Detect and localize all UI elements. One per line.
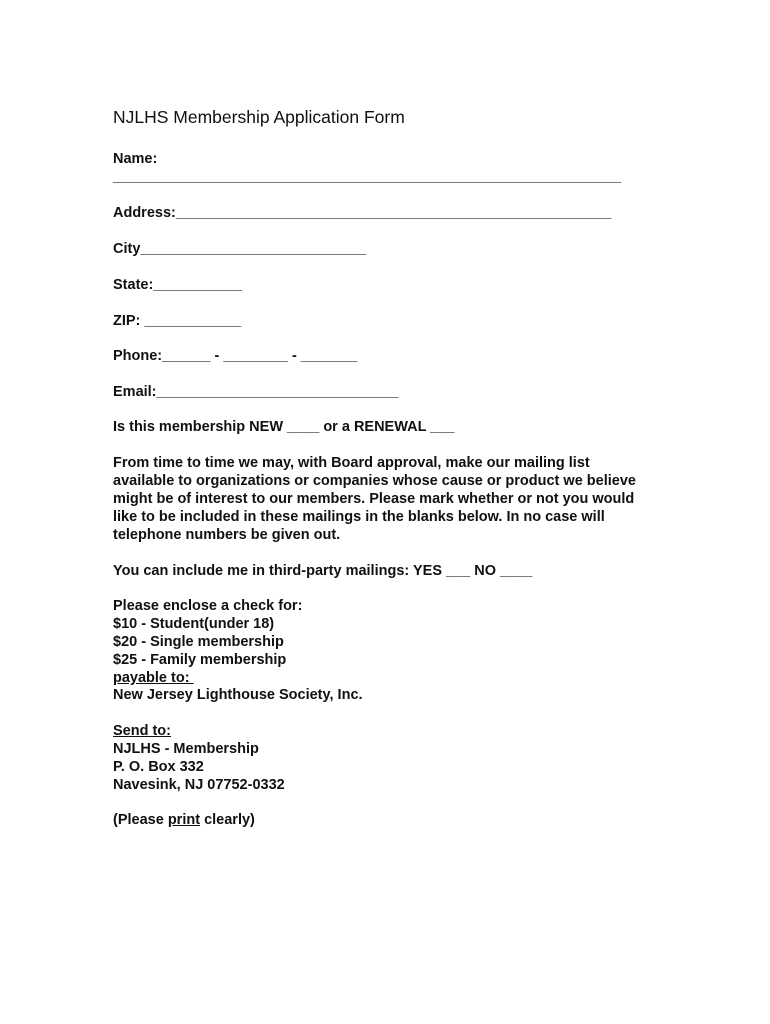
print-note-pre: (Please xyxy=(113,812,168,828)
address-field[interactable]: Address:______________________________________________________ xyxy=(113,205,612,221)
print-note-emphasis: print xyxy=(167,812,201,828)
third-party-field[interactable]: You can include me in third-party mailings: YES ___ NO ____ xyxy=(113,563,533,579)
phone-field[interactable]: Phone:______ - ________ - _______ xyxy=(113,348,358,364)
zip-field[interactable]: ZIP: ____________ xyxy=(113,313,242,329)
state-field[interactable]: State:___________ xyxy=(113,277,242,293)
mailing-notice: From time to time we may, with Board approval, make our mailing list available to organizations or companies whose cause or product we believe might be of interest to our members. Please mark whether or not you would like to be included in these mailings in the blanks below. In no case will telephone numbers be given out. xyxy=(113,455,636,543)
payment-option-student: $10 - Student(under 18) xyxy=(113,616,275,632)
print-note-post: clearly) xyxy=(200,812,255,828)
send-to-label: Send to: xyxy=(113,723,171,739)
send-to-line: NJLHS - Membership xyxy=(113,741,259,757)
form-title: NJLHS Membership Application Form xyxy=(113,107,405,127)
payment-option-single: $20 - Single membership xyxy=(113,634,284,650)
membership-type-field[interactable]: Is this membership NEW ____ or a RENEWAL ___ xyxy=(113,419,455,435)
city-field[interactable]: City____________________________ xyxy=(113,241,367,257)
email-field[interactable]: Email:______________________________ xyxy=(113,384,399,400)
send-to-line: Navesink, NJ 07752-0332 xyxy=(113,777,285,793)
payable-to: New Jersey Lighthouse Society, Inc. xyxy=(113,687,363,703)
print-clearly-note xyxy=(113,811,255,829)
payment-heading: Please enclose a check for: xyxy=(113,598,303,614)
send-to-line: P. O. Box 332 xyxy=(113,759,204,775)
payment-option-family: $25 - Family membership xyxy=(113,652,287,668)
name-label: Name: xyxy=(113,151,158,167)
name-blank[interactable]: _______________________________________________________________ xyxy=(113,169,622,185)
payable-label: payable to: xyxy=(113,670,194,686)
